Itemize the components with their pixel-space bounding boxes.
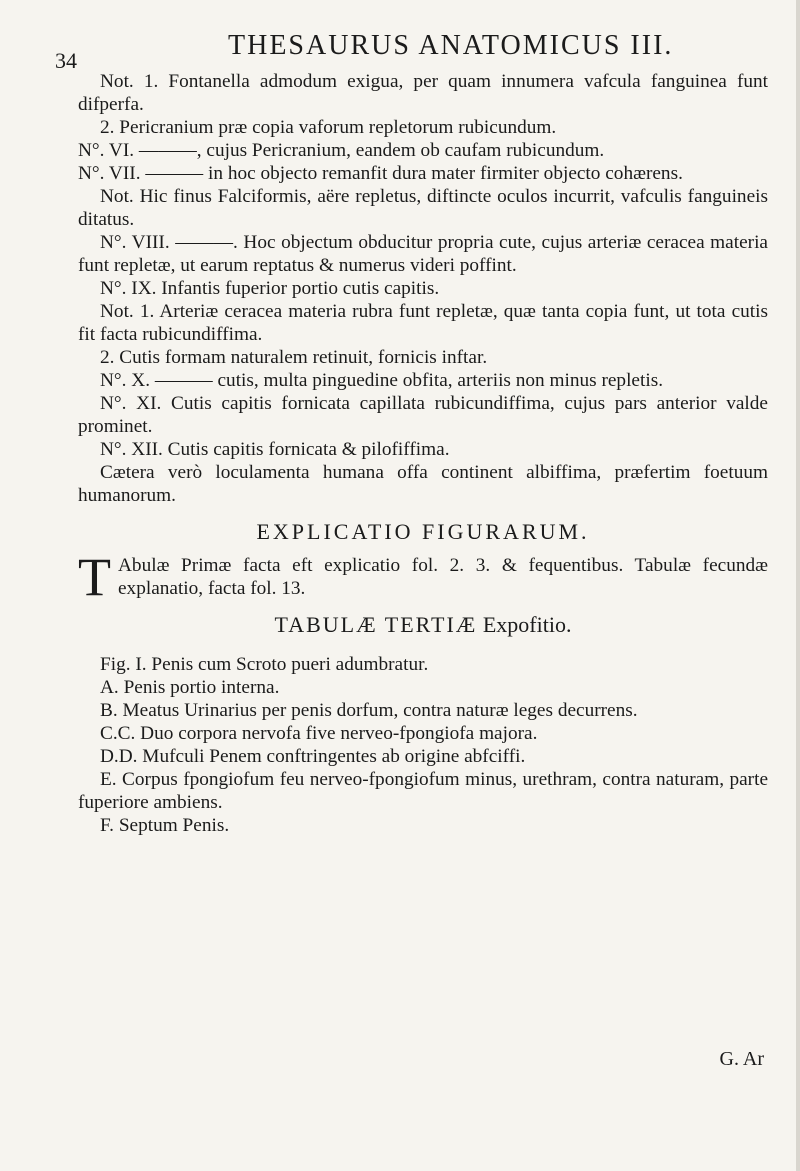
- specimen-entry: N°. VI. ———, cujus Pericranium, eandem ob caufam rubicundum.: [78, 140, 605, 161]
- note-paragraph: 2. Pericranium præ copia vaforum repletorum rubicundum.: [100, 117, 557, 138]
- subsection-heading-caps: TABULÆ TERTIÆ: [274, 612, 478, 637]
- figure-item: E. Corpus fpongiofum feu nerveo-fpongiofum minus, urethram, contra naturam, parte fuperiore ambiens.: [78, 769, 768, 813]
- figure-item: F. Septum Penis.: [100, 815, 230, 836]
- drop-cap: T: [78, 547, 111, 607]
- closing-paragraph: Cætera verò loculamenta humana offa continent albiffima, præfertim foetuum humanorum.: [78, 462, 768, 506]
- figure-caption: Fig. I. Penis cum Scroto pueri adumbratur.: [100, 654, 429, 675]
- intro-paragraph: [78, 547, 768, 607]
- specimen-entry: N°. IX. Infantis fuperior portio cutis capitis.: [100, 278, 440, 299]
- note-paragraph: 2. Cutis formam naturalem retinuit, fornicis inftar.: [100, 347, 488, 368]
- page-header: [55, 30, 755, 73]
- figure-item: C.C. Duo corpora nervofa five nerveo-fpongiofa majora.: [100, 723, 538, 744]
- running-title: THESAURUS ANATOMICUS III.: [228, 30, 674, 61]
- page-number: 34: [55, 48, 77, 73]
- note-paragraph: Not. 1. Arteriæ ceracea materia rubra funt repletæ, quæ tanta copia funt, ut tota cutis fit facta rubicundiffima.: [78, 301, 768, 345]
- figure-item: D.D. Mufculi Penem conftringentes ab origine abfciffi.: [100, 746, 526, 767]
- catchword: G. Ar: [719, 1048, 764, 1070]
- note-paragraph: Not. Hic finus Falciformis, aëre repletus, diftincte oculos incurrit, vafculis fanguineis ditatus.: [78, 186, 768, 230]
- specimen-entry: N°. X. ——— cutis, multa pinguedine obfita, arteriis non minus repletis.: [100, 370, 664, 391]
- section-heading: EXPLICATIO FIGURARUM.: [256, 519, 590, 544]
- specimen-entry: N°. VIII. ———. Hoc objectum obducitur propria cute, cujus arteriæ ceracea materia funt repletæ, ut earum reptatus & numerus videri poffint.: [78, 232, 768, 276]
- specimen-entry: N°. VII. ——— in hoc objecto remanfit dura mater firmiter objecto cohærens.: [78, 163, 683, 184]
- page-edge: [796, 0, 800, 1171]
- specimen-entry: N°. XII. Cutis capitis fornicata & pilofiffima.: [100, 439, 450, 460]
- subsection-heading: [78, 613, 768, 636]
- figure-item: B. Meatus Urinarius per penis dorfum, contra naturæ leges decurrens.: [100, 700, 638, 721]
- page-body: [78, 70, 768, 837]
- specimen-entry: N°. XI. Cutis capitis fornicata capillata rubicundiffima, cujus pars anterior valde prominet.: [78, 393, 768, 437]
- figure-item: A. Penis portio interna.: [100, 677, 280, 698]
- intro-text: Abulæ Primæ facta eft explicatio fol. 2. 3. & fequentibus. Tabulæ fecundæ explanatio, facta fol. 13.: [118, 555, 768, 599]
- subsection-heading-rest: Expofitio.: [482, 612, 572, 637]
- note-paragraph: Not. 1. Fontanella admodum exigua, per quam innumera vafcula fanguinea funt difperfa.: [78, 71, 768, 115]
